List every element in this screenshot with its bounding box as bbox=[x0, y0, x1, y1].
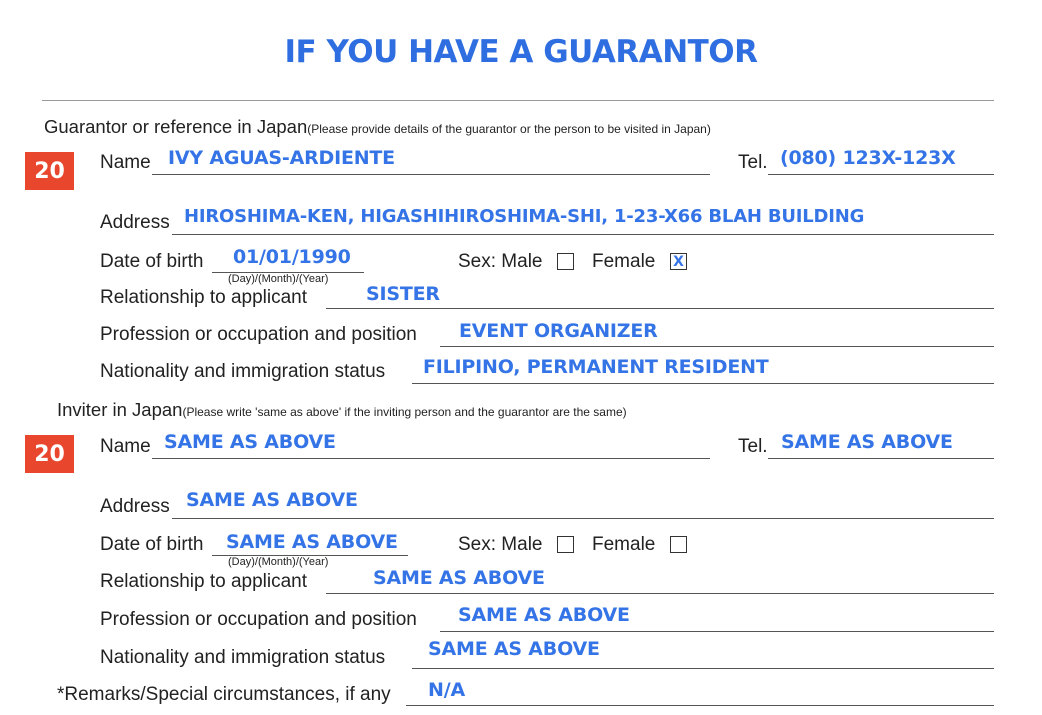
inviter-tel-field[interactable]: SAME AS ABOVE bbox=[781, 431, 953, 453]
guarantor-note: (Please provide details of the guarantor or the person to be visited in Japan) bbox=[307, 122, 711, 136]
inviter-profession-field[interactable]: SAME AS ABOVE bbox=[458, 604, 630, 626]
guarantor-tel-label: Tel. bbox=[738, 152, 768, 173]
guarantor-relationship-field[interactable]: SISTER bbox=[366, 283, 440, 305]
inviter-note: (Please write 'same as above' if the inviting person and the guarantor are the same) bbox=[182, 405, 627, 419]
guarantor-address-field[interactable]: HIROSHIMA-KEN, HIGASHIHIROSHIMA-SHI, 1-23-X66 BLAH BUILDING bbox=[184, 206, 865, 227]
inviter-profession-line bbox=[440, 631, 994, 632]
page-title: IF YOU HAVE A GUARANTOR bbox=[284, 34, 758, 70]
guarantor-dob-field[interactable]: 01/01/1990 bbox=[233, 246, 351, 268]
inviter-address-field[interactable]: SAME AS ABOVE bbox=[186, 489, 358, 511]
guarantor-dob-hint: (Day)/(Month)/(Year) bbox=[228, 273, 329, 285]
title-divider bbox=[42, 100, 994, 101]
inviter-nationality-line bbox=[412, 668, 994, 669]
guarantor-nationality-line bbox=[412, 383, 994, 384]
remarks-field[interactable]: N/A bbox=[428, 679, 465, 701]
remarks-label: *Remarks/Special circumstances, if any bbox=[57, 684, 391, 705]
inviter-item-number-badge: 20 bbox=[25, 435, 74, 473]
guarantor-dob-label: Date of birth bbox=[100, 251, 204, 272]
inviter-profession-label: Profession or occupation and position bbox=[100, 609, 417, 630]
inviter-relationship-field[interactable]: SAME AS ABOVE bbox=[373, 567, 545, 589]
guarantor-nationality-field[interactable]: FILIPINO, PERMANENT RESIDENT bbox=[423, 356, 769, 378]
inviter-name-line bbox=[152, 458, 710, 459]
guarantor-male-checkbox[interactable] bbox=[557, 253, 574, 270]
guarantor-tel-field[interactable]: (080) 123X-123X bbox=[780, 147, 956, 169]
guarantor-name-field[interactable]: IVY AGUAS-ARDIENTE bbox=[168, 147, 395, 169]
guarantor-name-line bbox=[152, 174, 710, 175]
guarantor-relationship-line bbox=[326, 308, 994, 309]
inviter-dob-label: Date of birth bbox=[100, 534, 204, 555]
guarantor-relationship-label: Relationship to applicant bbox=[100, 287, 308, 308]
inviter-male-checkbox[interactable] bbox=[557, 536, 574, 553]
guarantor-address-line bbox=[172, 234, 994, 235]
remarks-line bbox=[406, 705, 994, 706]
inviter-nationality-label: Nationality and immigration status bbox=[100, 647, 386, 668]
inviter-address-label: Address bbox=[100, 496, 170, 517]
guarantor-profession-label: Profession or occupation and position bbox=[100, 324, 417, 345]
guarantor-name-label: Name bbox=[100, 152, 151, 173]
inviter-name-label: Name bbox=[100, 436, 151, 457]
guarantor-section-heading bbox=[44, 116, 711, 138]
inviter-section-heading bbox=[57, 399, 627, 421]
inviter-sex-label: Sex: Male bbox=[458, 534, 543, 555]
inviter-nationality-field[interactable]: SAME AS ABOVE bbox=[428, 638, 600, 660]
guarantor-sex-label: Sex: Male bbox=[458, 251, 543, 272]
inviter-dob-field[interactable]: SAME AS ABOVE bbox=[226, 531, 398, 553]
inviter-female-label: Female bbox=[592, 534, 656, 555]
inviter-tel-label: Tel. bbox=[738, 436, 768, 457]
guarantor-tel-line bbox=[768, 174, 994, 175]
guarantor-item-number-badge: 20 bbox=[25, 152, 74, 190]
inviter-dob-hint: (Day)/(Month)/(Year) bbox=[228, 556, 329, 568]
inviter-relationship-line bbox=[326, 593, 994, 594]
guarantor-profession-line bbox=[440, 346, 994, 347]
inviter-address-line bbox=[172, 518, 994, 519]
inviter-heading: Inviter in Japan bbox=[57, 399, 183, 420]
guarantor-address-label: Address bbox=[100, 212, 170, 233]
inviter-name-field[interactable]: SAME AS ABOVE bbox=[164, 431, 336, 453]
inviter-female-checkbox[interactable] bbox=[670, 536, 687, 553]
guarantor-profession-field[interactable]: EVENT ORGANIZER bbox=[459, 320, 658, 342]
guarantor-female-label: Female bbox=[592, 251, 656, 272]
inviter-tel-line bbox=[768, 458, 994, 459]
guarantor-female-checkbox[interactable]: X bbox=[670, 253, 687, 270]
guarantor-heading: Guarantor or reference in Japan bbox=[44, 116, 308, 137]
inviter-relationship-label: Relationship to applicant bbox=[100, 571, 308, 592]
guarantor-nationality-label: Nationality and immigration status bbox=[100, 361, 386, 382]
